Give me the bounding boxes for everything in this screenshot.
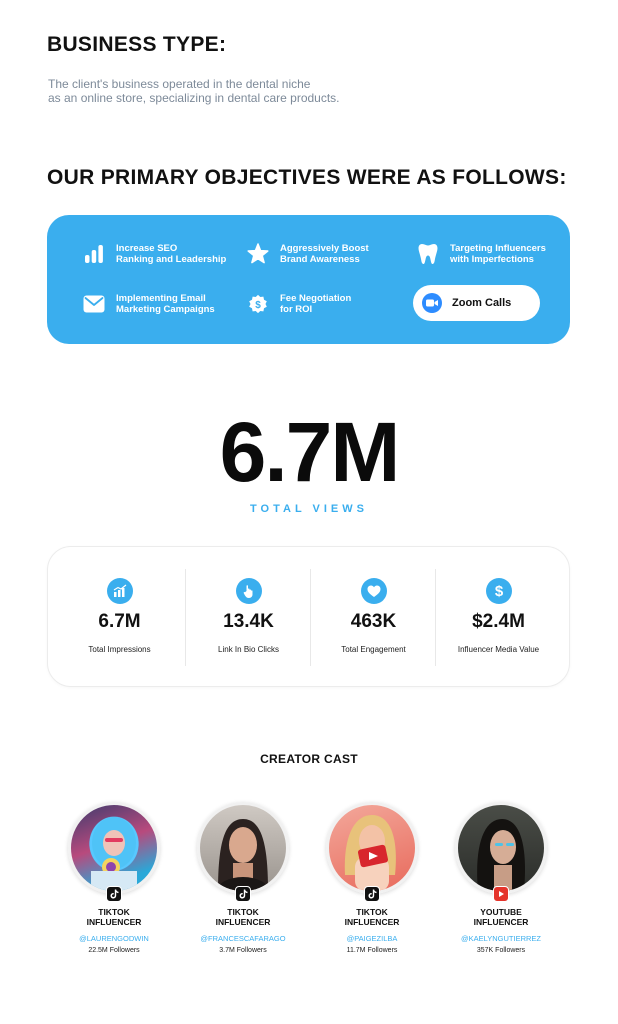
business-description <box>48 77 448 105</box>
heart-icon <box>361 578 387 604</box>
objective-label: Fee Negotiation <box>280 293 352 304</box>
tiktok-icon <box>235 886 251 902</box>
creator-followers: 22.5M Followers <box>88 947 140 954</box>
creator-type: INFLUENCER <box>344 917 400 927</box>
total-views-value: 6.7M <box>219 405 399 499</box>
objective-label: Implementing Email <box>116 293 206 304</box>
creator-cast-heading: CREATOR CAST <box>260 752 358 766</box>
avatar <box>455 802 547 894</box>
stat-link-clicks <box>186 547 311 688</box>
creator-followers: 357K Followers <box>476 947 526 954</box>
stat-engagement <box>311 547 436 688</box>
tiktok-icon <box>106 886 122 902</box>
business-description-line: as an online store, specializing in dental care products. <box>48 91 340 105</box>
objective-item <box>247 243 369 265</box>
stat-label: Influencer Media Value <box>457 645 540 654</box>
stat-label: Total Impressions <box>88 645 151 654</box>
youtube-icon <box>493 886 509 902</box>
star-badge-icon <box>247 243 269 265</box>
dollar-icon <box>486 578 512 604</box>
creator-type: YOUTUBE <box>480 907 522 917</box>
avatar <box>326 802 418 894</box>
chart-icon <box>107 578 133 604</box>
objective-label: for ROI <box>280 304 313 315</box>
objective-label: Marketing Campaigns <box>116 304 215 315</box>
svg-text:$: $ <box>255 300 261 311</box>
zoom-calls-label: Zoom Calls <box>452 297 512 309</box>
objective-label: Ranking and Leadership <box>116 254 227 265</box>
creator-card[interactable] <box>188 802 298 954</box>
creator-type: INFLUENCER <box>215 917 271 927</box>
business-description-line: The client's business operated in the dental niche <box>48 77 311 91</box>
creator-handle[interactable]: @PAIGEZILBA <box>346 934 398 943</box>
creator-followers: 3.7M Followers <box>219 947 267 954</box>
creator-type: INFLUENCER <box>86 917 142 927</box>
creator-card[interactable] <box>446 802 556 954</box>
objective-item <box>247 293 351 315</box>
stats-card <box>47 546 570 687</box>
total-views-label: TOTAL VIEWS <box>250 503 368 515</box>
creator-handle[interactable]: @KAELYNGUTIERREZ <box>461 934 541 943</box>
objective-label: Aggressively Boost <box>280 243 369 254</box>
zoom-calls-button[interactable] <box>413 285 540 321</box>
objective-label: Increase SEO <box>116 243 178 254</box>
creator-type: TIKTOK <box>227 907 259 917</box>
stat-value: 13.4K <box>223 611 274 632</box>
hand-pointer-icon <box>236 578 262 604</box>
bar-chart-icon <box>83 243 105 265</box>
avatar <box>68 802 160 894</box>
stat-value: 6.7M <box>98 611 141 632</box>
creator-followers: 11.7M Followers <box>346 947 398 954</box>
objectives-panel <box>47 215 570 344</box>
objective-item <box>417 243 546 265</box>
creator-handle[interactable]: @LAURENGODWIN <box>79 934 149 943</box>
objective-item <box>83 243 226 265</box>
creator-handle[interactable]: @FRANCESCAFARAGO <box>200 934 286 943</box>
mail-icon <box>83 293 105 315</box>
stat-value: $2.4M <box>472 611 525 632</box>
creator-type: TIKTOK <box>356 907 388 917</box>
avatar <box>197 802 289 894</box>
creator-type: TIKTOK <box>98 907 130 917</box>
objective-item <box>83 293 215 315</box>
svg-text:$: $ <box>494 583 503 599</box>
creator-card[interactable] <box>317 802 427 954</box>
stat-media-value <box>436 547 561 688</box>
stat-label: Total Engagement <box>341 645 406 654</box>
objectives-heading: OUR PRIMARY OBJECTIVES WERE AS FOLLOWS: <box>47 166 567 189</box>
dollar-badge-icon <box>247 293 269 315</box>
objective-label: with Imperfections <box>450 254 534 265</box>
video-camera-icon <box>422 293 442 313</box>
stat-value: 463K <box>350 611 397 632</box>
tooth-icon <box>417 243 439 265</box>
objective-label: Targeting Influencers <box>450 243 546 254</box>
stat-impressions <box>57 547 182 688</box>
business-type-heading: BUSINESS TYPE: <box>47 33 227 56</box>
creator-card[interactable] <box>59 802 169 954</box>
objective-label: Brand Awareness <box>280 254 360 265</box>
tiktok-icon <box>364 886 380 902</box>
creator-type: INFLUENCER <box>473 917 529 927</box>
stat-label: Link In Bio Clicks <box>218 645 279 654</box>
